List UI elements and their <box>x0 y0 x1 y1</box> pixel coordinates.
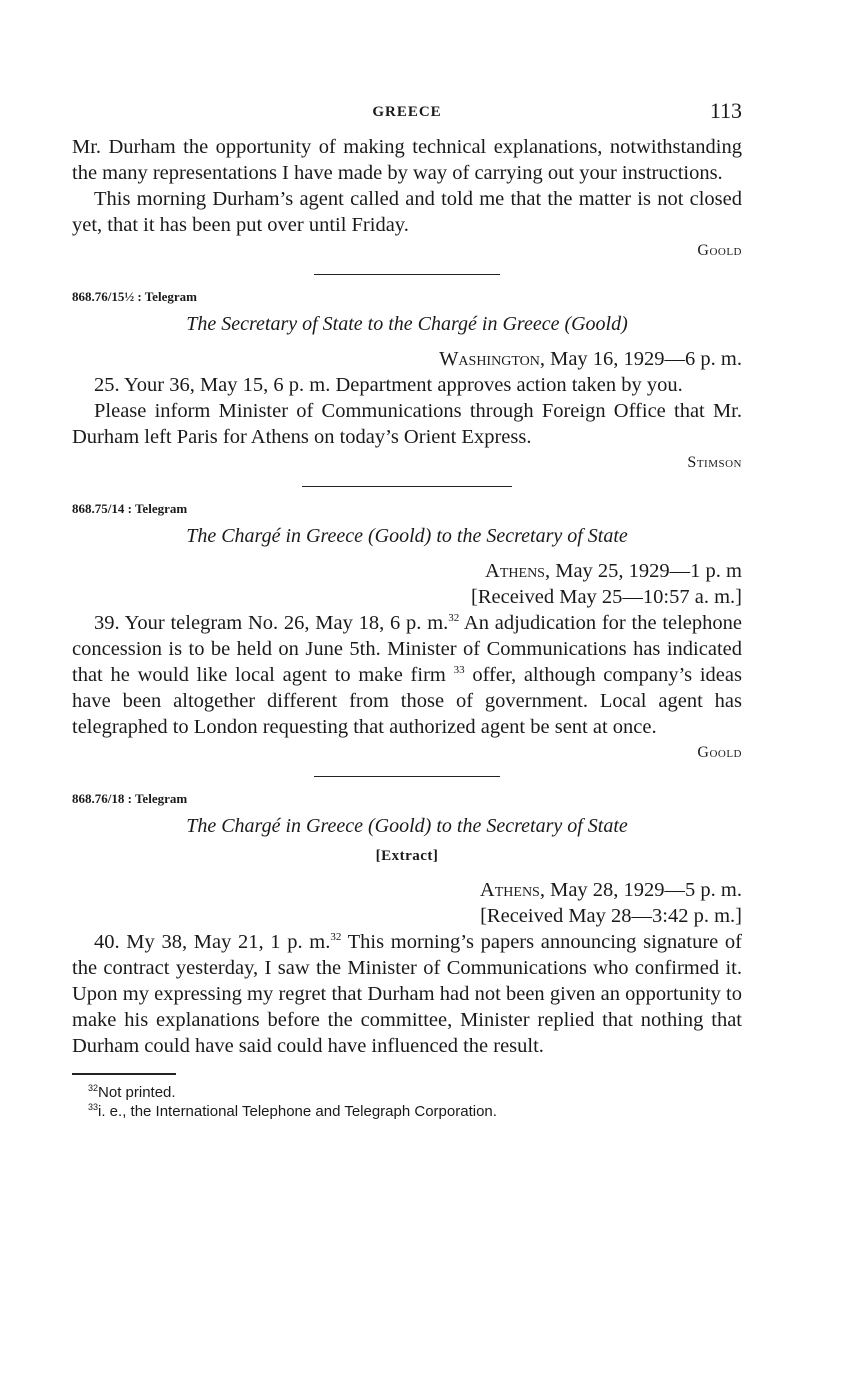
continuation-paragraph-2: This morning Durham’s agent called and told me that the matter is not closed yet, that it has been put over until Friday. <box>72 188 742 236</box>
file-reference: 868.76/18 : Telegram <box>72 791 188 806</box>
signature: Goold <box>697 242 742 259</box>
body-paragraph: 25. Your 36, May 15, 6 p. m. Department approves action taken by you. <box>94 374 683 396</box>
document-heading: The Chargé in Greece (Goold) to the Secretary of State <box>186 525 628 547</box>
received-line: [Received May 25—10:57 a. m.] <box>471 586 742 608</box>
section-divider <box>302 486 512 487</box>
dateline <box>72 558 742 584</box>
footnote-text: Not printed. <box>98 1084 176 1101</box>
received-line: [Received May 28—3:42 p. m.] <box>480 905 742 927</box>
footnote-number: 32 <box>88 1083 99 1093</box>
body-text: This morning’s papers announcing signature of the contract yesterday, I saw the Minister of Communications who confirmed it. Upon my expressing my regret that Durham had not been given an opportunity to make his explanations before the committee, Minister replied that nothing that Durham could have said could have influenced the result. <box>72 931 742 1057</box>
dateline-place: Athens, <box>485 560 551 582</box>
page-number: 113 <box>709 98 742 123</box>
dateline-date: May 16, 1929—6 p. m. <box>544 348 742 370</box>
dateline <box>72 346 742 372</box>
body-text: 39. Your telegram No. 26, May 18, 6 p. m. <box>94 612 449 634</box>
body-text: An adjudication for the telephone concession is to be held on June 5th. Minister of Communications has indicated that he would like local agent to make firm <box>72 612 743 686</box>
signature: Stimson <box>687 454 742 471</box>
file-reference: 868.75/14 : Telegram <box>72 501 188 516</box>
dateline <box>72 877 742 903</box>
body-text: offer, although company’s ideas have been altogether different from those of government. Local agent has telegraphed to London requesting that authorized agent be sent at once. <box>72 664 742 738</box>
document-heading: The Secretary of State to the Chargé in Greece (Goold) <box>186 313 628 335</box>
section-divider <box>314 776 500 777</box>
signature: Goold <box>697 744 742 761</box>
footnote-ref: 33 <box>453 664 465 677</box>
page <box>72 98 742 1121</box>
file-reference: 868.76/15½ : Telegram <box>72 289 197 304</box>
document-heading: The Chargé in Greece (Goold) to the Secretary of State <box>186 815 628 837</box>
body-text: 40. My 38, May 21, 1 p. m. <box>94 931 331 953</box>
dateline-place: Athens, <box>479 879 545 901</box>
body-paragraph <box>72 929 742 1059</box>
continuation-paragraph: Mr. Durham the opportunity of making technical explanations, notwithstanding the many representations I have made by way of carrying out your instructions. <box>72 136 742 184</box>
extract-label: [Extract] <box>375 848 439 864</box>
dateline-date: May 25, 1929—1 p. m <box>550 560 742 582</box>
footnote-ref: 32 <box>448 612 460 625</box>
footnote-number: 33 <box>88 1102 99 1112</box>
footnote <box>72 1102 742 1121</box>
footnote-text: i. e., the International Telephone and Telegraph Corporation. <box>98 1103 497 1120</box>
footnote-divider <box>72 1073 176 1075</box>
running-head: GREECE <box>372 104 442 120</box>
footnote-ref: 32 <box>330 931 342 944</box>
body-paragraph: Please inform Minister of Communications through Foreign Office that Mr. Durham left Paris for Athens on today’s Orient Express. <box>72 400 742 448</box>
dateline-date: May 28, 1929—5 p. m. <box>544 879 742 901</box>
page-header <box>72 98 742 134</box>
dateline-place: Washington, <box>439 348 545 370</box>
body-paragraph <box>72 610 742 740</box>
section-divider <box>314 274 500 275</box>
footnote <box>72 1083 742 1102</box>
